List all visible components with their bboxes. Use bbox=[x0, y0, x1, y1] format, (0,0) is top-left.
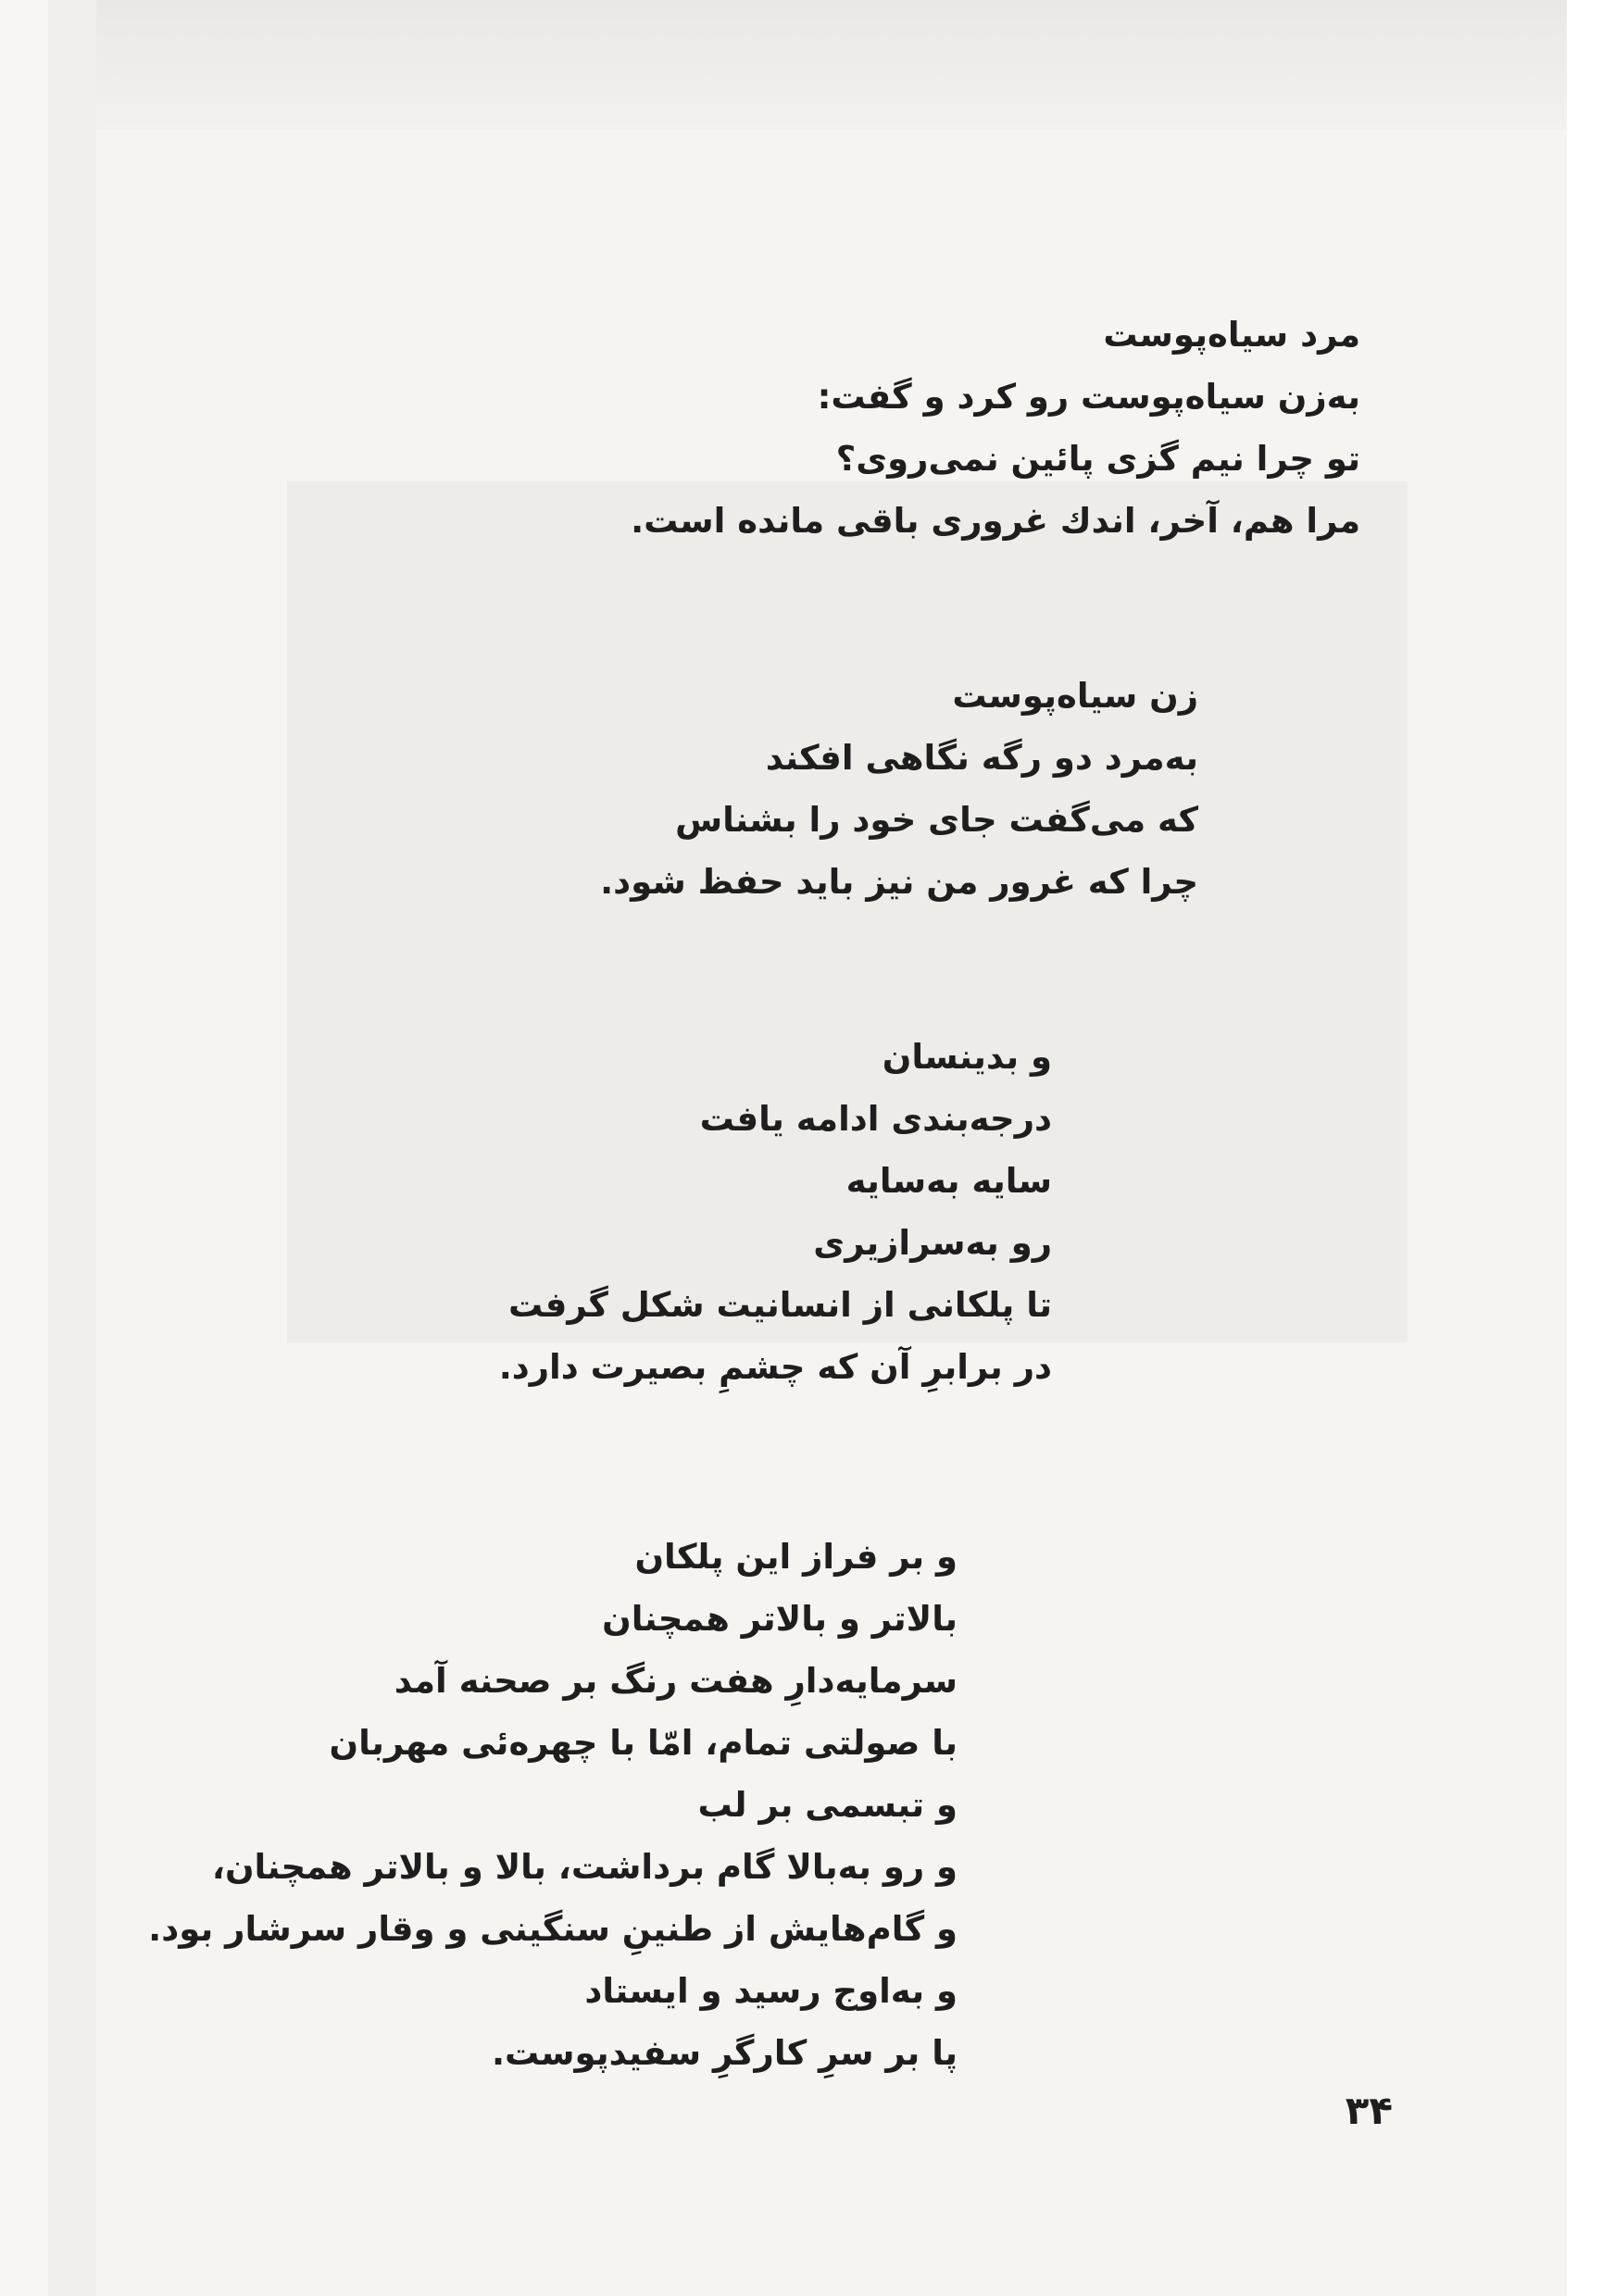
poem-line: در برابرِ آن که چشمِ بصیرت دارد. bbox=[498, 1347, 1052, 1387]
poem-line: چرا که غرور من نیز باید حفظ شود. bbox=[600, 862, 1198, 902]
page-top-shadow bbox=[48, 0, 1567, 130]
poem-line: و تبسمی بر لب bbox=[697, 1785, 958, 1825]
page-left-edge bbox=[48, 0, 96, 2296]
poem-line: مرا هم، آخر، اندك غروری باقی مانده است. bbox=[631, 501, 1360, 541]
poem-line: مرد سیاه‌پوست bbox=[1103, 315, 1360, 355]
poem-line: سرمایه‌دارِ هفت رنگ بر صحنه آمد bbox=[394, 1661, 958, 1701]
poem-line: و بر فراز این پلکان bbox=[634, 1537, 958, 1577]
poem-line: و به‌اوج رسید و ایستاد bbox=[584, 1971, 958, 2011]
poem-line: با صولتی تمام، امّا با چهره‌ئی مهربان bbox=[329, 1723, 958, 1763]
poem-stanza-3 bbox=[499, 1026, 1052, 1398]
poem-stanza-1 bbox=[631, 304, 1360, 552]
poem-line: و بدینسان bbox=[882, 1037, 1052, 1077]
poem-line: درجه‌بندی ادامه یافت bbox=[699, 1099, 1052, 1139]
page-number: ۳۴ bbox=[1345, 2088, 1393, 2133]
scan-right-margin bbox=[1567, 0, 1615, 2296]
poem-line: تو چرا نیم گزی پائین نمی‌روی؟ bbox=[835, 439, 1360, 479]
poem-line: به‌مرد دو رگه نگاهی افکند bbox=[765, 738, 1198, 778]
poem-line: رو به‌سرازیری bbox=[813, 1223, 1052, 1263]
poem-line: زن سیاه‌پوست bbox=[952, 676, 1198, 716]
poem-line: بالاتر و بالاتر همچنان bbox=[602, 1599, 958, 1639]
poem-line: پا بر سرِ کارگرِ سفیدپوست. bbox=[491, 2033, 958, 2073]
poem-line: و رو به‌بالا گام برداشت، بالا و بالاتر همچنان، bbox=[211, 1847, 958, 1887]
poem-stanza-2 bbox=[600, 665, 1198, 913]
poem-line: که می‌گفت جای خود را بشناس bbox=[675, 800, 1198, 840]
poem-line: به‌زن سیاه‌پوست رو کرد و گفت: bbox=[817, 377, 1360, 417]
poem-line: تا پلکانی از انسانیت شکل گرفت bbox=[507, 1285, 1052, 1325]
poem-line: سایه به‌سایه bbox=[845, 1161, 1052, 1201]
poem-stanza-4 bbox=[148, 1526, 958, 2084]
poem-line: و گام‌هایش از طنینِ سنگینی و وقار سرشار بود. bbox=[148, 1909, 958, 1949]
